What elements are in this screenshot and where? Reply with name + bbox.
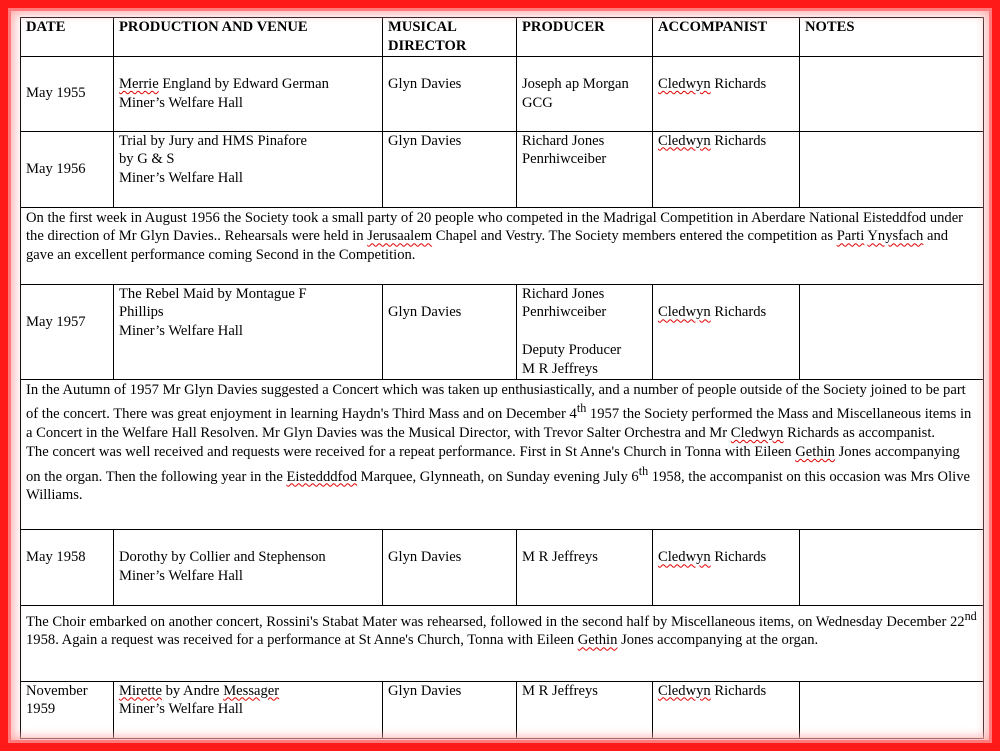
table-row <box>21 56 984 131</box>
narrative-paragraph: On the first week in August 1956 the Society took a small party of 20 people who competed in the Madrigal Competition in Aberdare National Eisteddfod under the direction of Mr Glyn Davies.. Rehearsals were held in Jerusaalem Chapel and Vestry. The Society members entered the competition as Parti Ynysfach and gave an excellent performance coming Second in the Competition. <box>21 207 984 284</box>
header-row <box>21 18 984 57</box>
date-cell: May 1955 <box>21 56 114 131</box>
header-producer: PRODUCER <box>517 18 653 57</box>
producer-cell: Richard Jones Penrhiwceiber Deputy Producer M R Jeffreys <box>517 284 653 379</box>
narrative-row <box>21 605 984 681</box>
notes-cell <box>800 131 984 207</box>
accompanist-cell: Cledwyn Richards <box>653 529 800 605</box>
date-cell: May 1956 <box>21 131 114 207</box>
productions-table <box>20 17 984 739</box>
accompanist-cell: Cledwyn Richards <box>653 56 800 131</box>
table-row <box>21 131 984 207</box>
director-cell: Glyn Davies <box>383 56 517 131</box>
production-cell: Dorothy by Collier and Stephenson Miner’s Welfare Hall <box>114 529 383 605</box>
narrative-paragraph: The Choir embarked on another concert, Rossini's Stabat Mater was rehearsed, followed in the second half by Miscellaneous items, on Wednesday December 22nd 1958. Again a request was received for a performance at St Anne's Church, Tonna with Eileen Gethin Jones accompanying at the organ. <box>21 605 984 681</box>
director-cell: Glyn Davies <box>383 529 517 605</box>
narrative-row <box>21 207 984 284</box>
production-cell: Mirette by Andre Messager Miner’s Welfare Hall <box>114 681 383 738</box>
header-production: PRODUCTION AND VENUE <box>114 18 383 57</box>
notes-cell <box>800 529 984 605</box>
table-row <box>21 681 984 738</box>
producer-cell: M R Jeffreys <box>517 681 653 738</box>
date-cell: November 1959 <box>21 681 114 738</box>
producer-cell: M R Jeffreys <box>517 529 653 605</box>
production-cell: Trial by Jury and HMS Pinafore by G & S Miner’s Welfare Hall <box>114 131 383 207</box>
header-accompanist: ACCOMPANIST <box>653 18 800 57</box>
director-cell: Glyn Davies <box>383 131 517 207</box>
notes-cell <box>800 284 984 379</box>
table-row <box>21 284 984 379</box>
accompanist-cell: Cledwyn Richards <box>653 284 800 379</box>
date-cell: May 1958 <box>21 529 114 605</box>
notes-cell <box>800 56 984 131</box>
director-cell: Glyn Davies <box>383 284 517 379</box>
notes-cell <box>800 681 984 738</box>
narrative-paragraph: In the Autumn of 1957 Mr Glyn Davies suggested a Concert which was taken up enthusiastically, and a number of people outside of the Society joined to be part of the concert. There was great enjoyment in learning Haydn's Third Mass and on December 4th 1957 the Society performed the Mass and Miscellaneous items in a Concert in the Welfare Hall Resolven. Mr Glyn Davies was the Musical Director, with Trevor Salter Orchestra and Mr Cledwyn Richards as accompanist. The concert was well received and requests were received for a repeat performance. First in St Anne's Church in Tonna with Eileen Gethin Jones accompanying on the organ. Then the following year in the Eistedddfod Marquee, Glynneath, on Sunday evening July 6th 1958, the accompanist on this occasion was Mrs Olive Williams. <box>21 379 984 529</box>
header-date: DATE <box>21 18 114 57</box>
header-notes: NOTES <box>800 18 984 57</box>
production-cell: Merrie England by Edward German Miner’s Welfare Hall <box>114 56 383 131</box>
director-cell: Glyn Davies <box>383 681 517 738</box>
narrative-row <box>21 379 984 529</box>
producer-cell: Richard Jones Penrhiwceiber <box>517 131 653 207</box>
header-musical-director: MUSICAL DIRECTOR <box>383 18 517 57</box>
date-cell: May 1957 <box>21 284 114 379</box>
production-cell: The Rebel Maid by Montague F Phillips Miner’s Welfare Hall <box>114 284 383 379</box>
producer-cell: Joseph ap Morgan GCG <box>517 56 653 131</box>
accompanist-cell: Cledwyn Richards <box>653 131 800 207</box>
accompanist-cell: Cledwyn Richards <box>653 681 800 738</box>
table-row <box>21 529 984 605</box>
